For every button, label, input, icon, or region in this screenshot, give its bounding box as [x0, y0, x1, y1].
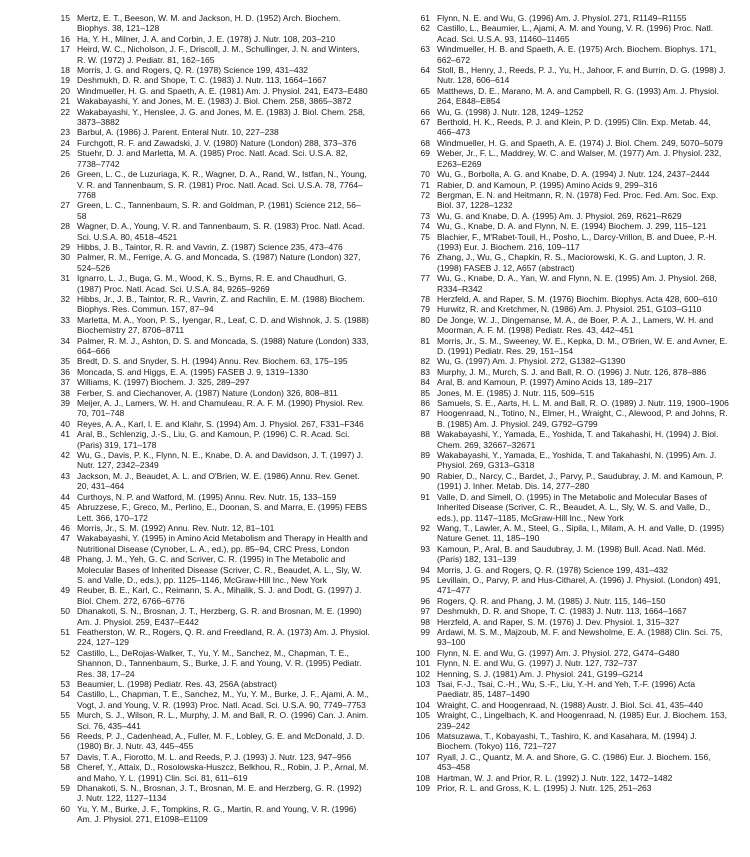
- reference-text: Cheref, Y., Attaix, D., Rosolowska-Huszcz, Belkhou, R., Robin, J. P., Arnal, M. and Maho, Y. L. (1991) Clin. Sci. 81, 611–619: [77, 762, 369, 783]
- reference-entry: [52, 419, 370, 429]
- reference-text: Curthoys, N. P. and Watford, M. (1995) Annu. Rev. Nutr. 15, 133–159: [77, 491, 337, 502]
- reference-text: Bergman, E. N. and Heitmann, R. N. (1978) Fed. Proc. Fed. Am. Soc. Exp. Biol. 37, 1228–1232: [437, 189, 719, 211]
- reference-entry: [52, 689, 370, 710]
- reference-number: 58: [60, 762, 70, 773]
- reference-text: Palmer, R. M., Ferrige, A. G. and Moncada, S. (1987) Nature (London) 327, 524–526: [77, 252, 361, 273]
- reference-number: 103: [415, 679, 430, 689]
- reference-number: 53: [60, 679, 70, 689]
- reference-number: 69: [420, 148, 430, 159]
- reference-text: Hibbs, Jr., J. B., Taintor, R. R., Vavrin, Z. and Rachlin, E. M. (1988) Biochem. Biophys. Res. Commun. 157, 87–94: [77, 293, 365, 315]
- reference-text: Phang, J. M., Yeh, G. C. and Scriver, C. R. (1995) in The Metabolic and Molecular Bases of Inherited Disease (Scriver, C. R., Beaudet, A. L., Sly, W. S. and Valle, D., eds.), pp. 1125–1146, McGraw-Hill Inc., New York: [77, 554, 362, 585]
- reference-entry: [52, 252, 370, 273]
- reference-number: 88: [420, 429, 430, 440]
- reference-entry: [52, 492, 370, 502]
- reference-entry: [52, 315, 370, 336]
- reference-text: Hibbs, J. B., Taintor, R. R. and Vavrin, Z. (1987) Science 235, 473–476: [77, 241, 343, 252]
- reference-entry: [412, 304, 730, 314]
- reference-entry: [412, 565, 730, 575]
- reference-number: 30: [60, 252, 70, 263]
- reference-entry: [52, 606, 370, 627]
- reference-entry: [412, 13, 730, 23]
- reference-entry: [412, 221, 730, 231]
- reference-number: 67: [420, 117, 430, 128]
- reference-entry: [412, 315, 730, 336]
- reference-text: Hurwitz, R. and Kretchmer, N. (1986) Am. J. Physiol. 251, G103–G110: [437, 304, 702, 315]
- reference-entry: [412, 388, 730, 398]
- reference-entry: [412, 471, 730, 492]
- reference-number: 80: [420, 314, 430, 325]
- reference-entry: [412, 408, 730, 429]
- reference-text: Wu, G., Davis, P. K., Flynn, N. E., Knabe, D. A. and Davidson, J. T. (1997) J. Nutr. 127, 2342–2349: [77, 450, 364, 471]
- reference-entry: [412, 356, 730, 366]
- reference-number: 66: [420, 106, 430, 117]
- reference-text: Murphy, J. M., Murch, S. J. and Ball, R. O. (1996) J. Nutr. 126, 878–886: [437, 366, 707, 377]
- reference-number: 97: [420, 606, 430, 617]
- reference-entry: [52, 377, 370, 387]
- reference-text: Morris, J. G. and Rogers, Q. R. (1978) Science 199, 431–432: [77, 65, 309, 76]
- reference-text: Windmueller, H. B. and Spaeth, A. E. (1975) Arch. Biochem. Biophys. 171, 662–672: [437, 44, 717, 65]
- reference-text: Rabier, D. and Kamoun, P. (1995) Amino Acids 9, 299–316: [437, 179, 658, 190]
- reference-number: 73: [420, 210, 430, 221]
- reference-entry: [52, 627, 370, 648]
- reference-number: 93: [420, 543, 430, 554]
- reference-number: 76: [420, 252, 430, 263]
- reference-entry: [412, 211, 730, 221]
- reference-entry: [52, 585, 370, 606]
- reference-entry: [412, 398, 730, 408]
- reference-number: 59: [60, 783, 70, 794]
- reference-text: Bredt, D. S. and Snyder, S. H. (1994) Annu. Rev. Biochem. 63, 175–195: [77, 356, 348, 367]
- reference-number: 91: [420, 491, 430, 502]
- reference-text: Prior, R. L. and Gross, K. L. (1995) J. Nutr. 125, 251–263: [437, 783, 652, 794]
- reference-text: Herzfeld, A. and Raper, S. M. (1976) Biochim. Biophys. Acta 428, 600–610: [437, 293, 718, 304]
- reference-text: Wakabayashi, Y., Yamada, E., Yoshida, T. and Takahashi, H. (1994) J. Biol. Chem. 269, 32667–32671: [437, 429, 719, 450]
- reference-text: Matsuzawa, T., Kobayashi, T., Tashiro, K. and Kasahara, M. (1994) J. Biochem. (Tokyo) 116, 721–727: [437, 731, 697, 752]
- reference-text: Windmueller, H. G. and Spaeth, A. E. (1974) J. Biol. Chem. 249, 5070–5079: [437, 137, 723, 148]
- reference-entry: [52, 752, 370, 762]
- reference-entry: [52, 148, 370, 169]
- reference-entry: [412, 710, 730, 731]
- reference-text: Stoll, B., Henry, J., Reeds, P. J., Yu, H., Jahoor, F. and Burrin, D. G. (1998) J. Nutr. 128, 606–614: [437, 65, 726, 86]
- reference-text: Castillo, L., Chapman, T. E., Sanchez, M., Yu, Y. M., Burke, J. F., Ajami, A. M., Vogt, J. and Young, V. R. (1993) Proc. Natl. Acad. Sci. U.S.A. 90, 7749–7753: [77, 689, 369, 710]
- reference-entry: [52, 221, 370, 242]
- reference-number: 47: [60, 533, 70, 544]
- reference-text: Aral, B. and Kamoun, P. (1997) Amino Acids 13, 189–217: [437, 377, 653, 388]
- reference-entry: [52, 398, 370, 419]
- reference-entry: [52, 169, 370, 200]
- reference-number: 32: [60, 293, 70, 304]
- reference-entry: [52, 107, 370, 128]
- reference-entry: [412, 377, 730, 387]
- reference-number: 84: [420, 377, 430, 388]
- reference-number: 107: [415, 751, 430, 762]
- reference-number: 77: [420, 273, 430, 284]
- reference-text: Herzfeld, A. and Raper, S. M. (1976) J. Dev. Physiol. 1, 315–327: [437, 616, 680, 627]
- reference-number: 72: [420, 189, 430, 200]
- reference-number: 94: [420, 564, 430, 575]
- reference-entry: [52, 502, 370, 523]
- reference-text: Green, L. C., Tannenbaum, S. R. and Goldman, P. (1981) Science 212, 56–58: [77, 200, 361, 221]
- reference-number: 61: [420, 13, 430, 23]
- reference-number: 29: [60, 241, 70, 252]
- reference-number: 25: [60, 148, 70, 159]
- reference-entry: [52, 65, 370, 75]
- reference-text: Reyes, A. A., Karl, I. E. and Klahr, S. (1994) Am. J. Physiol. 267, F331–F346: [77, 418, 364, 429]
- reference-text: Furchgott, R. F. and Zawadski, J. V. (1980) Nature (London) 288, 373–376: [77, 137, 357, 148]
- reference-number: 87: [420, 408, 430, 419]
- reference-text: Flynn, N. E. and Wu, G. (1997) Am. J. Physiol. 272, G474–G480: [437, 647, 680, 658]
- reference-text: Wakabayashi, Y., Henslee, J. G. and Jones, M. E. (1983) J. Biol. Chem. 258, 3873–3882: [77, 106, 366, 128]
- reference-number: 102: [415, 668, 430, 679]
- reference-text: Ryall, J. C., Quantz, M. A. and Shore, G. C. (1986) Eur. J. Biochem. 156, 453–458: [437, 751, 711, 773]
- reference-text: Reuber, B. E., Karl, C., Reimann, S. A., Mihalik, S. J. and Dodt, G. (1997) J. Biol. Chem. 272, 6766–6776: [77, 585, 362, 606]
- reference-number: 105: [415, 710, 430, 721]
- reference-text: Wu, G., Knabe, D. A. and Flynn, N. E. (1994) Biochem. J. 299, 115–121: [437, 221, 707, 232]
- reference-text: Ferber, S. and Ciechanover, A. (1987) Nature (London) 326, 808–811: [77, 387, 338, 398]
- reference-number: 52: [60, 647, 70, 658]
- reference-entry: [412, 450, 730, 471]
- reference-number: 96: [420, 595, 430, 606]
- reference-text: Wakabayashi, Y. and Jones, M. E. (1983) J. Biol. Chem. 258, 3865–3872: [77, 96, 352, 107]
- reference-text: Meijer, A. J., Lamers, W. H. and Chamuleau, R. A. F. M. (1990) Physiol. Rev. 70, 701–748: [77, 398, 365, 419]
- reference-entry: [412, 336, 730, 357]
- reference-entry: [52, 471, 370, 492]
- reference-number: 46: [60, 522, 70, 533]
- reference-entry: [52, 75, 370, 85]
- reference-entry: [52, 388, 370, 398]
- reference-text: Wraight, C. and Hoogenraad, N. (1988) Austr. J. Biol. Sci. 41, 435–440: [437, 699, 703, 710]
- reference-text: Deshmukh, D. R. and Shope, T. C. (1983) J. Nutr. 113, 1664–1667: [437, 606, 687, 617]
- reference-number: 44: [60, 491, 70, 502]
- reference-text: Matthews, D. E., Marano, M. A. and Campbell, R. G. (1993) Am. J. Physiol. 264, E848–E854: [437, 85, 720, 107]
- reference-entry: [412, 23, 730, 44]
- reference-entry: [52, 96, 370, 106]
- reference-number: 41: [60, 429, 70, 440]
- reference-text: Wu, G. (1998) J. Nutr. 128, 1249–1252: [437, 106, 584, 117]
- reference-entry: [52, 13, 370, 34]
- reference-number: 37: [60, 377, 70, 388]
- reference-number: 19: [60, 75, 70, 86]
- reference-text: Deshmukh, D. R. and Shope, T. C. (1983) J. Nutr. 113, 1664–1667: [77, 75, 327, 86]
- reference-text: Tsai, F.-J., Tsai, C.-H., Wu, S.-F., Liu, Y.-H. and Yeh, T.-F. (1996) Acta Paediatr. 85, 1487–1490: [437, 679, 696, 700]
- reference-entry: [412, 679, 730, 700]
- reference-text: Rabier, D., Narcy, C., Bardet, J., Parvy, P., Saudubray, J. M. and Kamoun, P. (1991) J. Inher. Metab. Dis. 14, 277–280: [437, 470, 724, 492]
- reference-entry: [412, 148, 730, 169]
- reference-text: Ardawi, M. S. M., Majzoub, M. F. and Newsholme, E. A. (1988) Clin. Sci. 75, 93–100: [437, 626, 723, 648]
- reference-text: Ha, Y. H., Milner, J. A. and Corbin, J. E. (1978) J. Nutr. 108, 203–210: [77, 33, 336, 44]
- reference-text: Wakabayashi, Y. (1995) in Amino Acid Metabolism and Therapy in Health and Nutritional Disease (Cynober, L. A., ed.), pp. 85–94, CRC Press, London: [77, 533, 368, 554]
- reference-number: 60: [60, 803, 70, 814]
- reference-number: 78: [420, 293, 430, 304]
- reference-number: 65: [420, 85, 430, 96]
- reference-number: 15: [60, 13, 70, 23]
- reference-text: Rogers, Q. R. and Phang, J. M. (1985) J. Nutr. 115, 146–150: [437, 595, 666, 606]
- reference-number: 86: [420, 398, 430, 409]
- reference-entry: [52, 523, 370, 533]
- reference-text: Wraight, C., Lingelbach, K. and Hoogenraad, N. (1985) Eur. J. Biochem. 153, 239–242: [437, 710, 727, 731]
- reference-number: 36: [60, 366, 70, 377]
- reference-text: Weber, Jr., F. L., Maddrey, W. C. and Walser, M. (1977) Am. J. Physiol. 232, E263–E269: [437, 148, 722, 169]
- reference-text: Morris, Jr., S. M. (1992) Annu. Rev. Nutr. 12, 81–101: [77, 522, 275, 533]
- reference-entry: [412, 429, 730, 450]
- reference-entry: [412, 523, 730, 544]
- reference-number: 23: [60, 127, 70, 138]
- reference-entry: [412, 138, 730, 148]
- reference-entry: [412, 180, 730, 190]
- reference-text: Kamoun, P., Aral, B. and Saudubray, J. M. (1998) Bull. Acad. Natl. Méd. (Paris) 182, 131–139: [437, 543, 706, 565]
- reference-number: 64: [420, 65, 430, 76]
- reference-number: 43: [60, 470, 70, 481]
- reference-text: Henning, S. J. (1981) Am. J. Physiol. 241, G199–G214: [437, 668, 644, 679]
- reference-entry: [412, 367, 730, 377]
- reference-entry: [52, 356, 370, 366]
- reference-text: Aral, B., Schlenzig, J.-S., Liu, G. and Kamoun, P. (1996) C. R. Acad. Sci. (Paris) 319, 171–178: [77, 429, 350, 450]
- reference-entry: [52, 336, 370, 357]
- reference-text: Jones, M. E. (1985) J. Nutr. 115, 509–515: [437, 387, 595, 398]
- reference-entry: [52, 731, 370, 752]
- reference-entry: [52, 429, 370, 450]
- reference-number: 56: [60, 731, 70, 742]
- reference-text: Windmueller, H. G. and Spaeth, A. E. (1981) Am. J. Physiol. 241, E473–E480: [77, 85, 368, 96]
- reference-entry: [412, 617, 730, 627]
- reference-entry: [412, 575, 730, 596]
- reference-text: Flynn, N. E. and Wu, G. (1996) Am. J. Physiol. 271, R1149–R1155: [437, 13, 687, 23]
- reference-entry: [412, 752, 730, 773]
- reference-entry: [412, 596, 730, 606]
- reference-entry: [412, 669, 730, 679]
- reference-number: 104: [415, 699, 430, 710]
- reference-entry: [412, 44, 730, 65]
- reference-number: 68: [420, 137, 430, 148]
- reference-text: Valle, D. and Simell, O. (1995) in The Metabolic and Molecular Bases of Inherited Disease (Scriver, C. R., Beaudet, A. L., Sly, W. S. and Valle, D., eds.), pp. 1147–1185, McGraw-Hill Inc., New York: [437, 491, 711, 523]
- reference-entry: [52, 138, 370, 148]
- reference-text: Yu, Y. M., Burke, J. F., Tompkins, R. G., Martin, R. and Young, V. R. (1996) Am. J. Physiol. 271, E1098–E1109: [77, 803, 357, 825]
- reference-entry: [412, 731, 730, 752]
- reference-text: Morris, J. G. and Rogers, Q. R. (1978) Science 199, 431–432: [437, 564, 669, 575]
- reference-number: 81: [420, 335, 430, 346]
- reference-number: 63: [420, 44, 430, 55]
- reference-number: 31: [60, 273, 70, 284]
- reference-text: Beaumier, L. (1998) Pediatr. Res. 43, 256A (abstract): [77, 679, 277, 689]
- reference-text: Wang, T., Lawler, A. M., Steel, G., Sipila, I., Milam, A. H. and Valle, D. (1995) Nature Genet. 11, 185–190: [437, 522, 725, 544]
- reference-number: 28: [60, 221, 70, 232]
- reference-text: Blachier, F., M'Rabet-Touil, H., Posho, L., Darcy-Vrillon, B. and Duee, P.-H. (1993) Eur. J. Biochem. 216, 109–117: [437, 231, 717, 252]
- reference-number: 100: [415, 647, 430, 658]
- reference-text: Stuehr, D. J. and Marletta, M. A. (1985) Proc. Natl. Acad. Sci. U.S.A. 82, 7738–7742: [77, 148, 348, 169]
- reference-text: Moncada, S. and Higgs, E. A. (1995) FASEB J. 9, 1319–1330: [77, 366, 309, 377]
- reference-text: Morris, Jr., S. M., Sweeney, W. E., Kepka, D. M., O'Brien, W. E. and Avner, E. D. (1991) Pediatr. Res. 29, 151–154: [437, 335, 728, 356]
- reference-entry: [412, 648, 730, 658]
- reference-number: 89: [420, 450, 430, 461]
- reference-text: Hoogenraad, N., Totino, N., Elmer, H., Wraight, C., Alewood, P. and Johns, R. B. (1985) Am. J. Physiol. 249, G792–G799: [437, 408, 728, 429]
- reference-text: Ignarro, L. J., Buga, G. M., Wood, K. S., Byrns, R. E. and Chaudhuri, G. (1987) Proc. Natl. Acad. Sci. U.S.A. 84, 9265–9269: [77, 273, 347, 294]
- reference-entry: [412, 783, 730, 793]
- reference-number: 82: [420, 356, 430, 367]
- reference-entry: [52, 450, 370, 471]
- reference-entry: [52, 554, 370, 585]
- reference-number: 74: [420, 221, 430, 232]
- reference-number: 40: [60, 418, 70, 429]
- reference-text: Green, L. C., de Luzuriaga, K. R., Wagner, D. A., Rand, W., Istfan, N., Young, V. R. and Tannenbaum, S. R. (1981) Proc. Natl. Acad. Sci. U.S.A. 78, 7764–7768: [77, 169, 367, 200]
- reference-number: 22: [60, 106, 70, 117]
- reference-entry: [412, 773, 730, 783]
- reference-number: 42: [60, 450, 70, 461]
- reference-number: 24: [60, 137, 70, 148]
- reference-text: Zhang, J., Wu, G., Chapkin, R. S., Maciorowski, K. G. and Lupton, J. R. (1998) FASEB J. 12, A657 (abstract): [437, 252, 706, 273]
- reference-number: 18: [60, 65, 70, 76]
- reference-entry: [412, 606, 730, 616]
- reference-text: Abruzzese, F., Greco, M., Perlino, E., Doonan, S. and Marra, E. (1995) FEBS Lett. 366, 170–172: [77, 502, 368, 523]
- reference-text: Mertz, E. T., Beeson, W. M. and Jackson, H. D. (1952) Arch. Biochem. Biophys. 38, 121–128: [77, 13, 341, 34]
- reference-entry: [52, 710, 370, 731]
- reference-text: Castillo, L., Beaumier, L., Ajami, A. M. and Young, V. R. (1996) Proc. Natl. Acad. Sci. U.S.A. 93, 11460–11465: [437, 23, 714, 44]
- reference-number: 83: [420, 366, 430, 377]
- reference-text: Castillo, L., DeRojas-Walker, T., Yu, Y. M., Sanchez, M., Chapman, T. E., Shannon, D., Tannenbaum, S., Burke, J. F. and Young, V. R. (1995) Pediatr. Res. 38, 17–24: [77, 647, 362, 679]
- reference-number: 79: [420, 304, 430, 315]
- reference-text: Dhanakoti, S. N., Brosnan, J. T., Brosnan, M. E. and Herzberg, G. R. (1992) J. Nutr. 122, 1127–1134: [77, 783, 362, 804]
- reference-text: Wu, G., Knabe, D. A., Yan, W. and Flynn, N. E. (1995) Am. J. Physiol. 268, R334–R342: [437, 273, 717, 294]
- reference-number: 108: [415, 772, 430, 783]
- reference-entry: [412, 700, 730, 710]
- reference-number: 20: [60, 85, 70, 96]
- reference-text: Hartman, W. J. and Prior, R. L. (1992) J. Nutr. 122, 1472–1482: [437, 772, 673, 783]
- reference-number: 27: [60, 200, 70, 211]
- reference-number: 101: [415, 658, 430, 669]
- reference-text: Marletta, M. A., Yoon, P. S., Iyengar, R., Leaf, C. D. and Wishnok, J. S. (1988) Biochemistry 27, 8706–8711: [77, 314, 369, 336]
- reference-text: Wu, G. and Knabe, D. A. (1995) Am. J. Physiol. 269, R621–R629: [437, 210, 682, 221]
- reference-text: De Jonge, W. J., Dingemanse, M. A., de Boer, P. A. J., Lamers, W. H. and Moorman, A. F. M. (1998) Pediatr. Res. 43, 442–451: [437, 314, 714, 336]
- reference-entry: [412, 273, 730, 294]
- reference-number: 70: [420, 169, 430, 180]
- reference-number: 75: [420, 231, 430, 242]
- reference-entry: [52, 127, 370, 137]
- reference-entry: [52, 242, 370, 252]
- reference-entry: [52, 200, 370, 221]
- reference-number: 92: [420, 522, 430, 533]
- reference-text: Davis, T. A., Fiorotto, M. L. and Reeds, P. J. (1993) J. Nutr. 123, 947–956: [77, 751, 352, 762]
- reference-entry: [52, 44, 370, 65]
- reference-entry: [52, 294, 370, 315]
- reference-entry: [412, 86, 730, 107]
- reference-entry: [52, 86, 370, 96]
- reference-entry: [412, 107, 730, 117]
- reference-text: Williams, K. (1997) Biochem. J. 325, 289–297: [77, 377, 250, 388]
- reference-entry: [52, 679, 370, 689]
- reference-number: 55: [60, 710, 70, 721]
- reference-text: Wagner, D. A., Young, V. R. and Tannenbaum, S. R. (1983) Proc. Natl. Acad. Sci. U.S.A. 80, 4518–4521: [77, 221, 365, 242]
- reference-number: 16: [60, 33, 70, 44]
- reference-number: 85: [420, 387, 430, 398]
- reference-number: 90: [420, 470, 430, 481]
- reference-number: 26: [60, 169, 70, 180]
- reference-number: 33: [60, 314, 70, 325]
- reference-number: 51: [60, 626, 70, 637]
- reference-number: 21: [60, 96, 70, 107]
- reference-text: Berthold, H. K., Reeds, P. J. and Klein, P. D. (1995) Clin. Exp. Metab. 44, 466–473: [437, 117, 711, 138]
- reference-entry: [52, 533, 370, 554]
- reference-text: Samuels, S. E., Aarts, H. L. M. and Ball, R. O. (1989) J. Nutr. 119, 1900–1906: [437, 398, 729, 409]
- reference-number: 45: [60, 502, 70, 513]
- reference-entry: [52, 762, 370, 783]
- reference-number: 17: [60, 44, 70, 55]
- reference-entry: [52, 783, 370, 804]
- reference-entry: [412, 544, 730, 565]
- reference-text: Wu, G., Borbolla, A. G. and Knabe, D. A. (1994) J. Nutr. 124, 2437–2444: [437, 169, 710, 180]
- reference-entry: [412, 232, 730, 253]
- reference-number: 49: [60, 585, 70, 596]
- reference-text: Palmer, R. M. J., Ashton, D. S. and Moncada, S. (1988) Nature (London) 333, 664–666: [77, 335, 369, 356]
- reference-number: 109: [415, 783, 430, 794]
- reference-number: 39: [60, 398, 70, 409]
- reference-entry: [412, 252, 730, 273]
- reference-entry: [412, 492, 730, 523]
- reference-number: 50: [60, 606, 70, 617]
- reference-text: Reeds, P. J., Cadenhead, A., Fuller, M. F., Lobley, G. E. and McDonald, J. D. (1980) Br. J. Nutr. 43, 445–455: [77, 731, 365, 752]
- reference-number: 35: [60, 356, 70, 367]
- reference-number: 57: [60, 751, 70, 762]
- reference-entry: [412, 117, 730, 138]
- reference-number: 99: [420, 626, 430, 637]
- reference-entry: [412, 169, 730, 179]
- reference-number: 106: [415, 731, 430, 742]
- reference-column-left: [52, 13, 370, 825]
- reference-text: Jackson, M. J., Beaudet, A. L. and O'Brien, W. E. (1986) Annu. Rev. Genet. 20, 431–464: [77, 470, 360, 492]
- reference-number: 34: [60, 335, 70, 346]
- reference-entry: [412, 627, 730, 648]
- reference-entry: [52, 804, 370, 825]
- reference-column-right: [412, 13, 730, 793]
- reference-number: 54: [60, 689, 70, 700]
- reference-number: 38: [60, 387, 70, 398]
- reference-text: Murch, S. J., Wilson, R. L., Murphy, J. M. and Ball, R. O. (1996) Can. J. Anim. Sci. 76, 435–441: [77, 710, 369, 731]
- reference-text: Featherston, W. R., Rogers, Q. R. and Freedland, R. A. (1973) Am. J. Physiol. 224, 127–129: [77, 626, 370, 648]
- reference-entry: [412, 65, 730, 86]
- reference-text: Heird, W. C., Nicholson, J. F., Driscoll, J. M., Schullinger, J. N. and Winters, R. W. (1972) J. Pediatr. 81, 162–165: [77, 44, 360, 65]
- reference-number: 98: [420, 616, 430, 627]
- reference-number: 48: [60, 554, 70, 565]
- reference-text: Levillain, O., Parvy, P. and Hus-Citharel, A. (1996) J. Physiol. (London) 491, 471–477: [437, 574, 721, 596]
- reference-text: Flynn, N. E. and Wu, G. (1997) J. Nutr. 127, 732–737: [437, 658, 638, 669]
- reference-number: 62: [420, 23, 430, 34]
- reference-entry: [412, 294, 730, 304]
- reference-number: 95: [420, 574, 430, 585]
- reference-text: Barbul, A. (1986) J. Parent. Enteral Nutr. 10, 227–238: [77, 127, 279, 138]
- reference-entry: [412, 190, 730, 211]
- reference-entry: [52, 34, 370, 44]
- reference-text: Wakabayashi, Y., Yamada, E., Yoshida, T. and Takahashi, N. (1995) Am. J. Physiol. 269, G313–G318: [437, 450, 717, 471]
- reference-text: Wu, G. (1997) Am. J. Physiol. 272, G1382–G1390: [437, 356, 626, 367]
- reference-number: 71: [420, 179, 430, 190]
- reference-entry: [52, 273, 370, 294]
- reference-text: Dhanakoti, S. N., Brosnan, J. T., Herzberg, G. R. and Brosnan, M. E. (1990) Am. J. Physiol. 259, E437–E442: [77, 606, 362, 627]
- reference-entry: [52, 367, 370, 377]
- reference-entry: [52, 648, 370, 679]
- reference-entry: [412, 658, 730, 668]
